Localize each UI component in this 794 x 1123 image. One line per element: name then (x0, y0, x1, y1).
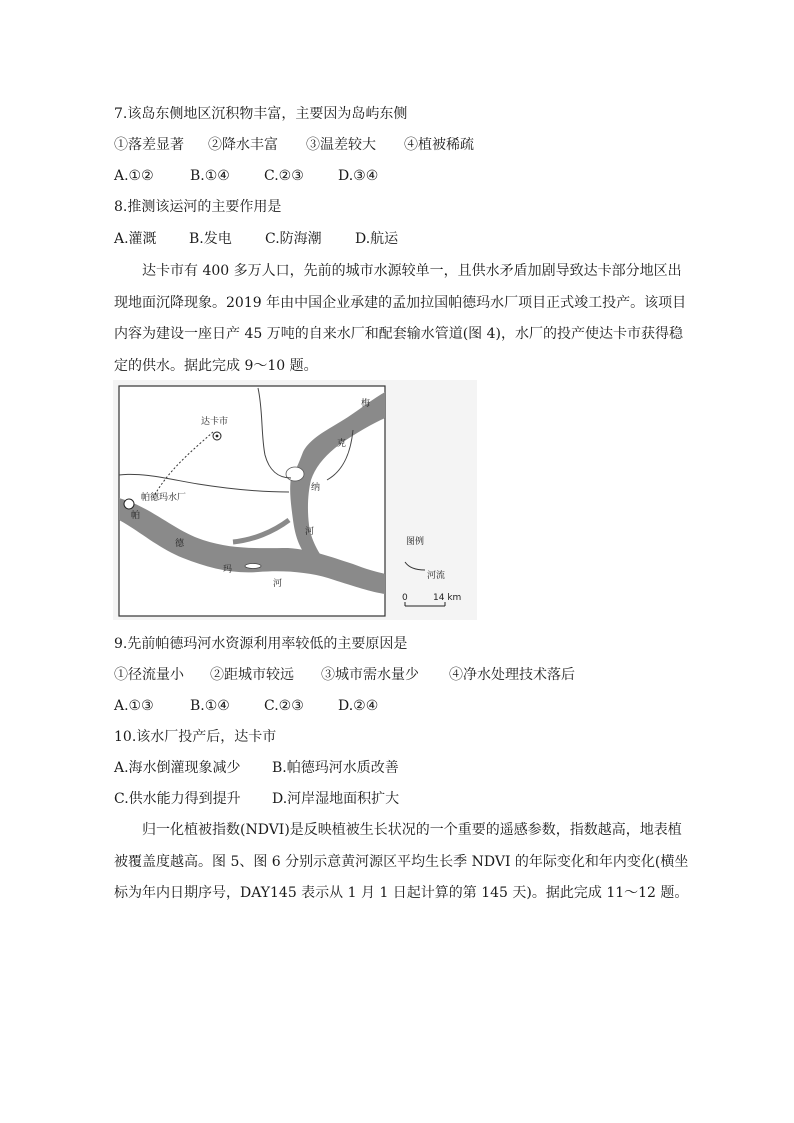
q7-choice-b: B.①④ (190, 168, 230, 184)
label-plant: 帕德玛水厂 (141, 493, 187, 503)
q9-item-3: ③城市需水量少 (321, 667, 419, 683)
q8-choice-a: A.灌溉 (114, 231, 157, 247)
map-figure (113, 380, 477, 620)
q9-choices (114, 696, 378, 716)
q10-choices-row2 (114, 789, 399, 809)
q8-stem: 8.推测该运河的主要作用是 (114, 199, 282, 215)
q8-choice-c: C.防海潮 (265, 231, 322, 247)
q9-choice-c: C.②③ (264, 698, 304, 714)
q7-items (114, 135, 474, 155)
q8-choice-b: B.发电 (189, 231, 232, 247)
q7-item-3: ③温差较大 (306, 137, 376, 153)
q9-item-2: ②距城市较远 (210, 667, 294, 683)
q10-choice-a: A.海水倒灌现象减少 (114, 760, 241, 776)
label-meghna-2: 克 (337, 439, 347, 449)
q8-choice-d: D.航运 (355, 231, 399, 247)
label-padma-3: 玛 (223, 565, 233, 575)
q9-choice-b: B.①④ (190, 698, 230, 714)
q7-item-2: ②降水丰富 (208, 137, 278, 153)
q10-choices-row1 (114, 758, 399, 778)
q7-choice-a: A.①② (114, 168, 154, 184)
q8-choices (114, 229, 398, 249)
q7-item-4: ④植被稀疏 (404, 137, 474, 153)
q7-choice-d: D.③④ (338, 168, 379, 184)
passage-ndvi: 归一化植被指数(NDVI)是反映植被生长状况的一个重要的遥感参数，指数越高，地表植被覆盖度越高。图 5、图 6 分别示意黄河源区平均生长季 NDVI 的年际变化和年内变化(横坐标为年内日期序号，DAY145 表示从 1 月 1 日起计算的第 145 天)。据此完成 11～12 题。 (114, 822, 689, 901)
label-dhaka: 达卡市 (201, 417, 229, 427)
label-meghna-3: 纳 (311, 483, 321, 493)
q10-stem: 10.该水厂投产后，达卡市 (114, 729, 277, 745)
q10-choice-d: D.河岸湿地面积扩大 (272, 791, 400, 807)
scale-zero: 0 (402, 593, 408, 603)
q10-choice-c: C.供水能力得到提升 (114, 791, 241, 807)
label-padma-4: 河 (273, 579, 283, 589)
q9-choice-d: D.②④ (338, 698, 379, 714)
q9-items (114, 665, 575, 685)
q9-choice-a: A.①③ (114, 698, 154, 714)
label-meghna-4: 河 (305, 527, 315, 537)
q7-choice-c: C.②③ (264, 168, 304, 184)
q7-stem: 7.该岛东侧地区沉积物丰富，主要因为岛屿东侧 (114, 106, 408, 122)
legend-title: 图例 (406, 537, 425, 547)
plant-marker (124, 499, 134, 509)
label-padma-1: 帕 (131, 511, 141, 521)
q7-item-1: ①落差显著 (114, 137, 184, 153)
label-meghna-1: 梅 (361, 399, 371, 409)
scale-value: 14 km (433, 593, 462, 603)
map-svg (113, 380, 477, 620)
q9-item-1: ①径流量小 (114, 667, 184, 683)
label-padma-2: 德 (175, 539, 185, 549)
legend-river: 河流 (427, 571, 446, 581)
passage-dhaka: 达卡市有 400 多万人口，先前的城市水源较单一，且供水矛盾加剧导致达卡部分地区出现地面沉降现象。2019 年由中国企业承建的孟加拉国帕德玛水厂项目正式竣工投产。该项目内容为建设一座日产 45 万吨的自来水厂和配套输水管道(图 4)，水厂的投产使达卡市获得稳定的供水。据此完成 9～10 题。 (114, 263, 687, 374)
q9-item-4: ④净水处理技术落后 (449, 667, 575, 683)
q10-choice-b: B.帕德玛河水质改善 (272, 760, 399, 776)
q9-stem: 9.先前帕德玛河水资源利用率较低的主要原因是 (114, 636, 408, 652)
q7-choices (114, 166, 378, 186)
